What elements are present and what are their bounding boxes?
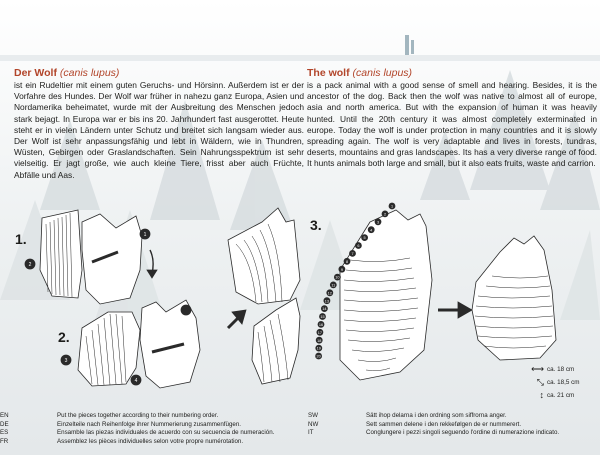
instruction-it (308, 429, 559, 438)
instructions-right (308, 412, 559, 438)
sequence-number: 18 (317, 338, 322, 343)
dimensions-legend (520, 363, 580, 402)
marker-1: 1 (143, 232, 147, 238)
english-title-name: The wolf (307, 67, 350, 79)
dimension-width (520, 363, 580, 376)
sequence-number: 15 (320, 315, 325, 320)
instruction-code: DE (0, 420, 9, 428)
dimension-height (520, 389, 580, 402)
vertical-arrow-icon: ↕ (539, 390, 544, 400)
step-1-label: 1. (15, 231, 27, 247)
instructions-left (0, 412, 274, 446)
horizontal-arrow-icon: ⟷ (531, 364, 544, 374)
sequence-number: 8 (345, 259, 349, 264)
step-2-result (252, 298, 300, 384)
sequence-number: 10 (335, 275, 340, 280)
instruction-text: Conglungere i pezzi singoli seguendo l'ordine di numerazione indicato. (366, 429, 560, 437)
instruction-nw (308, 421, 559, 430)
sequence-number: 1 (390, 204, 394, 209)
step-3-label: 3. (310, 217, 322, 233)
instruction-code: SW (308, 412, 318, 419)
english-title-latin: (canis lupus) (352, 67, 413, 79)
diagonal-arrow-icon: ⤡ (536, 377, 544, 387)
sequence-number: 20 (316, 354, 321, 359)
sequence-number: 2 (383, 212, 387, 217)
sequence-number: 7 (351, 252, 354, 256)
sequence-number: 4 (370, 228, 373, 233)
sequence-number: 6 (357, 244, 360, 249)
instruction-en (0, 412, 274, 421)
final-wolf-head (472, 236, 556, 360)
dimension-height-label: ca. 21 cm (547, 392, 575, 399)
dimension-depth (520, 376, 580, 389)
instruction-code: IT (308, 429, 314, 437)
instruction-sw (308, 412, 559, 421)
step-2-arrow (228, 310, 246, 328)
instruction-code: FR (0, 437, 9, 445)
step-2-pieces (61, 300, 200, 388)
sequence-number: 13 (324, 299, 330, 304)
marker-2: 2 (28, 262, 32, 268)
english-body-text: is a pack animal with a good sense of smell and hearing. Besides, it is the ancestor of the dog. Back then the wolf was native to almost all of europe, asia and north america. But with the expansion of human it was heavily hunted. Until the 20th century it was almost completely exterminated in europe. Today the wolf is under protection in many countries and it is slowly spreading again. The wolf is very adaptable and lives in forests, tundras, deserts, mountains and gras landscapes. Its has a very diverse range of food. It hunts animals both large and small, but it also eats fruits, waste and carrion. (307, 80, 597, 169)
german-title (14, 67, 304, 79)
sequence-number: 16 (318, 323, 324, 327)
german-title-latin: (canis lupus) (59, 67, 120, 79)
marker-3: 3 (64, 358, 68, 364)
step-1-result (228, 208, 300, 304)
sequence-number: 5 (363, 236, 366, 241)
instruction-text: Assemblez les pièces individuelles selon votre propre numérotation. (57, 437, 244, 445)
instruction-text: Einzelteile nach Reihenfolge ihrer Nummerierung zusammenfügen. (57, 420, 242, 428)
instruction-es (0, 429, 274, 438)
german-title-name: Der Wolf (14, 67, 57, 79)
marker-4: 4 (134, 378, 138, 384)
instruction-text: Sätt ihop delarna i den ordning som siffrorna anger. (366, 412, 507, 419)
sequence-number: 9 (340, 267, 343, 272)
step-1-arrow (140, 229, 157, 278)
sequence-number: 11 (331, 283, 336, 288)
sequence-number: 3 (376, 220, 380, 225)
instruction-de (0, 421, 274, 430)
instruction-fr (0, 438, 274, 447)
dimension-depth-label: ca. 18,5 cm (547, 379, 580, 386)
assembly-diagram (0, 200, 600, 410)
sequence-number: 14 (322, 307, 327, 312)
instruction-text: Ensamble las piezas individuales de acuerdo con su secuencia de numeración. (57, 429, 275, 437)
instruction-text: Put the pieces together according to their numbering order. (57, 412, 219, 419)
dimension-width-label: ca. 18 cm (547, 366, 575, 373)
step-1-pieces (25, 210, 142, 304)
instruction-code: NW (308, 420, 319, 428)
step-3-arrow (438, 302, 472, 318)
sequence-number: 17 (317, 330, 323, 335)
english-title (307, 67, 597, 79)
step-3-wolf-pieces (340, 210, 432, 380)
sequence-number: 19 (316, 346, 321, 351)
german-column (14, 67, 304, 181)
instruction-text: Sett sammen delene i den rekkefølgen de er nummerert. (366, 420, 522, 428)
instruction-code: EN (0, 412, 9, 419)
german-body-text: ist ein Rudeltier mit einem guten Geruchs- und Hörsinn. Außerdem ist er der Vorfahre des Hundes. Der Wolf war früher in nahezu ganz Europa, Asien und Nordamerika beheimatet, wurde mit der Ausbreitung des Menschen jedoch stark bejagt. In Europa war er bis ins 20. Jahrhundert fast ausgerottet. Heute steht er in vielen Ländern unter Schutz und breitet sich langsam wieder aus. Der Wolf ist sehr anpassungsfähig und lebt in Wäldern, wie in Thundren, Wüsten, Gebirgen oder Graslandschaften. Sein Nahrungsspektrum ist sehr vielseitig. Er jagt große, wie auch kleine Tiere, frisst aber auch Früchte, Abfälle und Aas. (14, 80, 304, 180)
instruction-code: ES (0, 429, 9, 437)
english-column (307, 67, 597, 170)
step-2-label: 2. (58, 329, 70, 345)
sequence-number: 12 (327, 291, 332, 296)
